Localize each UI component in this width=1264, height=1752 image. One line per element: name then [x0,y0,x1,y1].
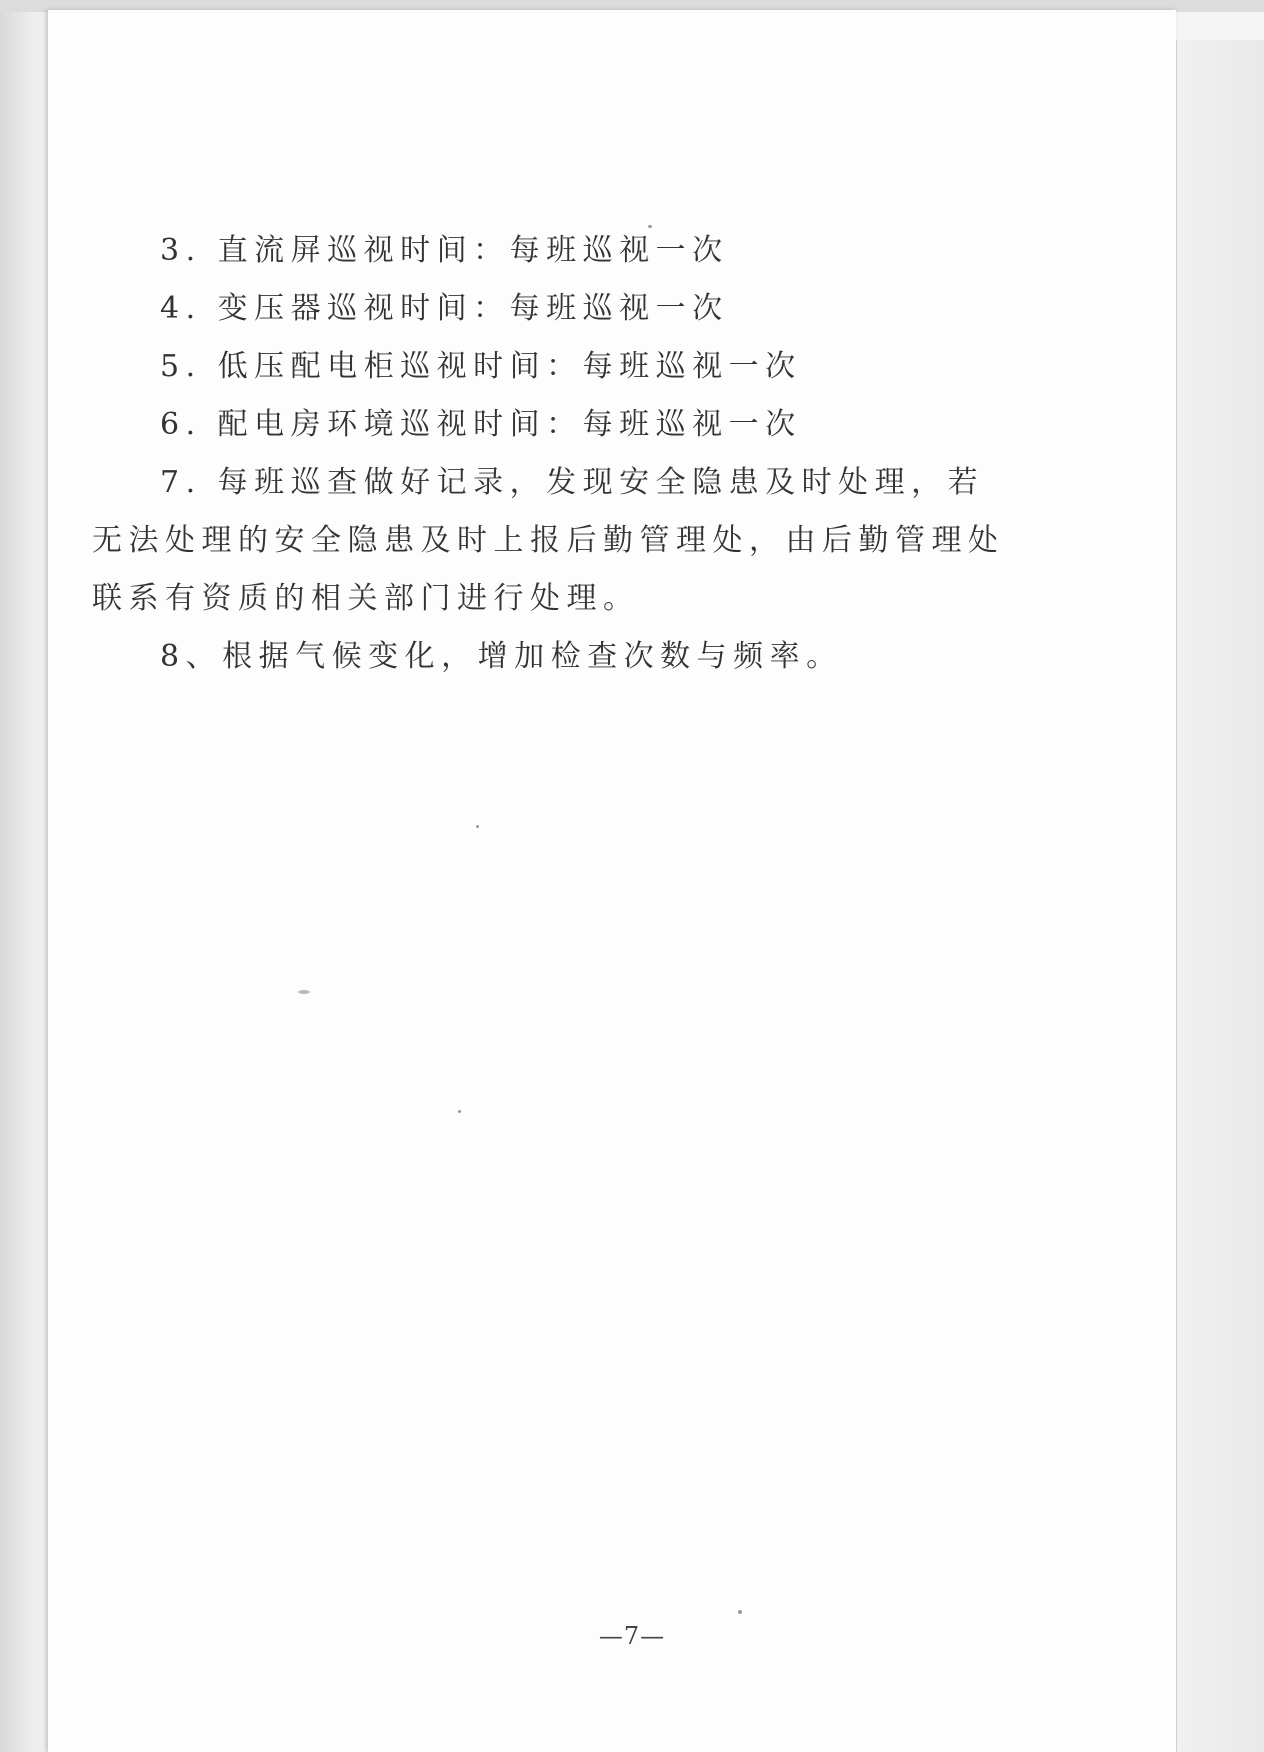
list-item-7: 7. 每班巡查做好记录，发现安全隐患及时处理，若无法处理的安全隐患及时上报后勤管理处，由后勤管理处联系有资质的相关部门进行处理。 [92,465,1005,616]
list-item-6: 6. 配电房环境巡视时间：每班巡视一次 [160,407,802,442]
scan-right-edge [1176,40,1264,1752]
scan-speck [476,825,479,828]
page-number: —7— [598,1622,666,1650]
list-item-4: 4. 变压器巡视时间：每班巡视一次 [160,291,729,326]
list-item-3: 3. 直流屏巡视时间：每班巡视一次 [160,233,729,268]
list-item-8: 8、根据气候变化，增加检查次数与频率。 [160,639,843,674]
scan-speck [458,1110,461,1113]
scan-speck [298,990,310,994]
list-item-5: 5. 低压配电柜巡视时间：每班巡视一次 [160,349,802,384]
document-body [92,222,1012,686]
scan-speck [738,1610,742,1614]
